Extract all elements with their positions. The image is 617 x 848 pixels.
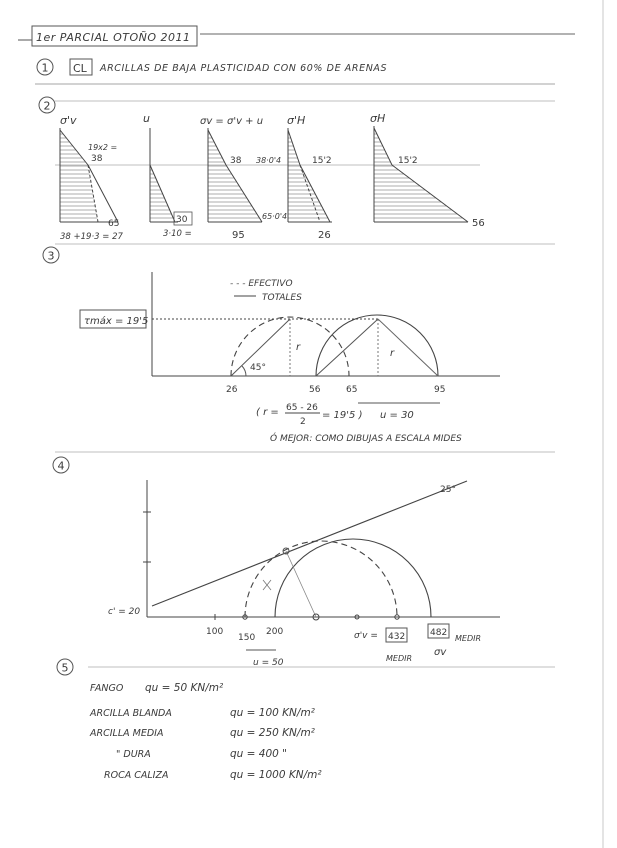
diagram-u [150, 128, 192, 239]
q2-header-sigma-h: σH [370, 112, 386, 125]
q3-tick-56: 56 [309, 385, 321, 395]
q3-r-label-2: r [390, 348, 395, 359]
q3-formula-denominator: 2 [300, 417, 306, 427]
q5-row-2-value: qu = 100 KN/m² [230, 707, 315, 719]
q2-header-sigma-h-eff: σ'H [287, 114, 306, 127]
q3-tick-95: 95 [434, 385, 446, 395]
q2-header-u: u [143, 112, 150, 125]
q3-radius-total [316, 319, 378, 376]
q5-row-5-value: qu = 1000 KN/m² [230, 769, 322, 781]
label-15-2-a: 15'2 [312, 156, 332, 166]
q3-angle-arc [242, 366, 246, 376]
q2-number: 2 [43, 99, 51, 113]
question-5 [57, 659, 322, 781]
label-38-calc: 38 +19·3 = 27 [60, 232, 123, 242]
q4-number: 4 [57, 459, 65, 473]
question-2 [39, 97, 555, 244]
q5-row-4-value: qu = 400 " [230, 748, 288, 760]
diagram-sigma-v [208, 128, 287, 241]
diagram-sigma-h [374, 126, 485, 229]
q3-number: 3 [47, 249, 55, 263]
q4-sigma-v-eff-label: σ'v = [354, 631, 378, 641]
q4-u-label: u = 50 [253, 658, 284, 668]
q3-u-label: u = 30 [380, 410, 414, 421]
q5-row-5-name: ROCA CALIZA [104, 770, 169, 781]
q4-angle-label: 25° [440, 485, 456, 495]
label-56: 56 [472, 218, 485, 229]
sigma-h-eff-fill [288, 130, 330, 222]
label-15-2-b: 15'2 [398, 156, 418, 166]
q3-r-label-1: r [296, 342, 301, 353]
label-65: 65 [108, 219, 120, 229]
q5-row-1-name: FANGO [90, 683, 124, 694]
q4-value-432: 432 [388, 632, 406, 642]
q4-tick-150: 150 [238, 633, 256, 643]
q5-number: 5 [61, 661, 69, 675]
q1-number: 1 [41, 61, 49, 75]
q5-row-4-name: " DURA [116, 749, 151, 760]
label-38-top: 38 [91, 154, 103, 164]
question-4 [53, 457, 555, 668]
q4-tick-200: 200 [266, 627, 284, 637]
q5-row-3-value: qu = 250 KN/m² [230, 727, 315, 739]
label-38-mid: 38 [230, 156, 242, 166]
sigma-h-fill [374, 128, 468, 222]
exam-title: 1er PARCIAL OTOÑO 2011 [36, 31, 191, 44]
q4-effective-mohr-circle [245, 541, 397, 617]
q2-header-sigma-v: σv = σ'v + u [200, 116, 264, 127]
q3-legend-totals: TOTALES [262, 293, 302, 303]
q3-tau-label: τmáx = 19'5 [84, 316, 149, 327]
q3-formula-right: = 19'5 ) [322, 410, 363, 421]
q3-note: Ó MEJOR: COMO DIBUJAS A ESCALA MIDES [270, 434, 462, 444]
q5-row-1-value: qu = 50 KN/m² [145, 682, 224, 694]
q3-radius-total-2 [378, 319, 438, 376]
q3-tick-26: 26 [226, 385, 238, 395]
q3-legend-effective: - - - EFECTIVO [230, 279, 293, 289]
q3-tick-65: 65 [346, 385, 358, 395]
label-38x04: 38·0'4 [256, 156, 282, 165]
question-3 [43, 247, 555, 452]
question-1 [35, 59, 555, 84]
label-95: 95 [232, 230, 245, 241]
label-19x2: 19x2 = [88, 143, 118, 152]
q4-c-label: c' = 20 [108, 607, 141, 617]
label-30: 30 [176, 215, 188, 225]
q4-medir-1: MEDIR [455, 634, 482, 643]
sigma-v-fill [208, 130, 262, 222]
q4-medir-2: MEDIR [386, 654, 413, 663]
label-26: 26 [318, 230, 331, 241]
q4-tick-100: 100 [206, 627, 224, 637]
q3-formula-numerator: 65 - 26 [286, 403, 318, 413]
q1-code: CL [73, 62, 87, 75]
q2-header-sigma-v-eff: σ'v [60, 114, 77, 127]
q5-row-3-name: ARCILLA MEDIA [90, 728, 164, 739]
q1-answer: ARCILLAS DE BAJA PLASTICIDAD CON 60% DE ARENAS [100, 63, 388, 74]
q4-value-482: 482 [430, 628, 448, 638]
q3-angle-label: 45° [250, 363, 266, 373]
q3-formula-left: ( r = [256, 407, 279, 418]
label-3x10: 3·10 = [163, 229, 192, 239]
q4-tangent-radius [286, 551, 316, 617]
header [18, 26, 575, 46]
q4-failure-envelope [152, 481, 467, 606]
q4-sigma-v-label: σv [434, 647, 447, 658]
q5-row-2-name: ARCILLA BLANDA [90, 708, 172, 719]
label-65x04: 65·0'4 [262, 212, 288, 221]
diagram-sigma-h-eff [288, 128, 332, 241]
diagram-sigma-v-eff [60, 128, 123, 242]
q3-total-mohr-circle [316, 315, 438, 376]
